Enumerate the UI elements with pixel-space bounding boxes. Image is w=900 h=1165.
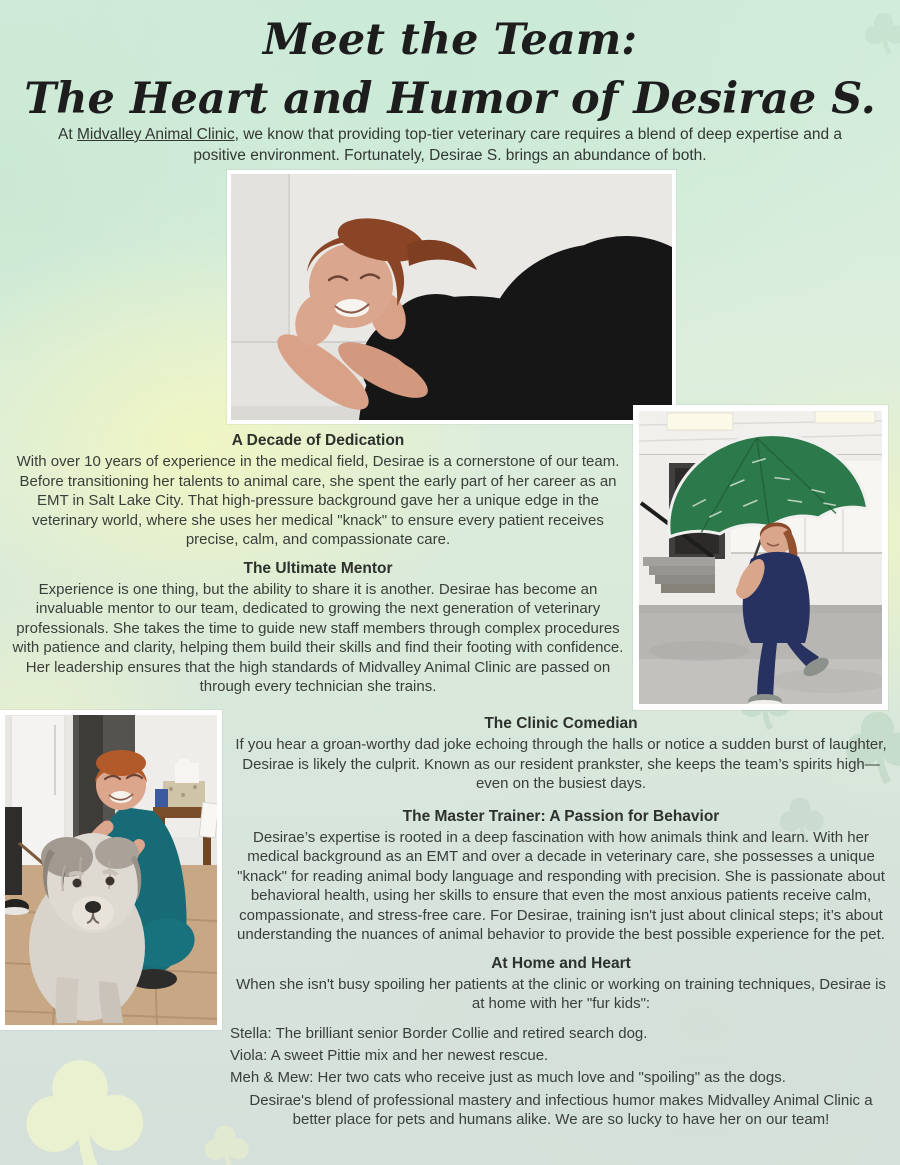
photo-umbrella-illustration	[639, 411, 882, 704]
photo-desirae-dog	[0, 710, 222, 1030]
paragraph-mentor: Experience is one thing, but the ability to share it is another. Desirae has become an invaluable mentor to our team, dedicated to growing the next generation of veterinary professionals. She takes the time to guide new staff members through complex procedures with patience and clarity, helping them build their skills and find their footing with confidence. Her leadership ensures that the high standards of Midvalley Animal Clinic are passed on through every technician she trains.	[12, 580, 624, 695]
heading-trainer: The Master Trainer: A Passion for Behavior	[402, 807, 720, 825]
heading-mentor: The Ultimate Mentor	[243, 559, 393, 577]
intro-suffix: , we know that providing top-tier veterinary care requires a blend of deep expertise and a positive environment. Fortunately, Desirae S. brings an abundance of both.	[193, 126, 843, 164]
heading-home: At Home and Heart	[491, 954, 631, 972]
photo-desirae-umbrella	[633, 405, 888, 710]
page-title-line2: The Heart and Humor of Desirae S.	[24, 73, 876, 124]
photo-desirae-counter	[227, 170, 676, 424]
pet-list-item-stella: Stella: The brilliant senior Border Collie and retired search dog.	[230, 1024, 648, 1042]
left-text-column	[8, 431, 628, 706]
heading-dedication: A Decade of Dedication	[231, 432, 405, 449]
paragraph-comedian: If you hear a groan-worthy dad joke echoing through the halls or notice a sudden burst of laughter, Desirae is likely the culprit. Known as our resident prankster, she keeps the team’s spirits high—even on the busiest days.	[235, 736, 887, 792]
photo-counter-illustration	[231, 174, 672, 420]
clover-icon	[0, 1040, 190, 1165]
intro-prefix: At	[57, 126, 77, 143]
heading-comedian: The Clinic Comedian	[484, 715, 638, 732]
pet-list-item-viola: Viola: A sweet Pittie mix and her newest rescue.	[230, 1046, 549, 1064]
page-title	[0, 12, 900, 128]
paragraph-closing: Desirae's blend of professional mastery and infectious humor makes Midvalley Animal Clinic a better place for pets and humans alike. We are so lucky to have her on our team!	[249, 1091, 873, 1128]
paragraph-trainer: Desirae’s expertise is rooted in a deep fascination with how animals think and learn. With her medical background as an EMT and over a decade in veterinary care, she possesses a unique "knack" for reading animal body language and responding with precision. She is passionate about behavioral health, using her skills to ensure that even the most anxious patients receive calm, compassionate, and stress-free care. For Desirae, training isn't just about clinical steps; it’s about understanding the nuances of animal behavior to provide the best possible experience for the pet.	[237, 828, 885, 943]
pet-list-item-cats: Meh & Mew: Her two cats who receive just as much love and "spoiling" as the dogs.	[230, 1068, 786, 1086]
pet-list	[230, 1023, 892, 1089]
photo-dog-illustration	[5, 715, 217, 1025]
intro-paragraph	[30, 124, 870, 166]
clinic-link[interactable]: Midvalley Animal Clinic	[76, 126, 235, 143]
right-text-column	[230, 714, 892, 1139]
paragraph-dedication: With over 10 years of experience in the medical field, Desirae is a cornerstone of our team. Before transitioning her talents to animal care, she spent the early part of her career as an EMT in Salt Lake City. That high-pressure background gave her a unique edge in the veterinary world, where she uses her medical "knack" to ensure every patient receives precise, calm, and compassionate care.	[16, 453, 620, 548]
paragraph-home: When she isn't busy spoiling her patients at the clinic or working on training techniques, Desirae is at home with her "fur kids":	[236, 975, 886, 1012]
page-title-line1: Meet the Team:	[262, 15, 638, 65]
